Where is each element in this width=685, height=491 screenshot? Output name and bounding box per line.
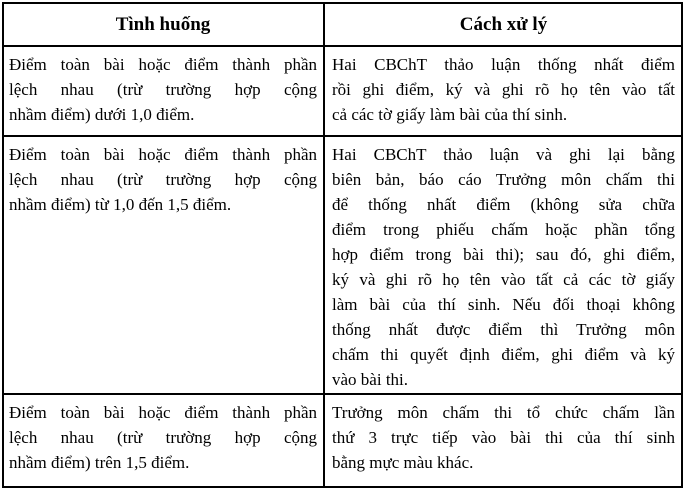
handling-cell [325,137,681,393]
text-line: lệch nhau (trừ trường hợp cộng [9,170,317,189]
text-line: vào bài thi. [332,370,409,389]
table-row [4,395,681,486]
column-header-situation: Tình huống [4,4,325,45]
text-line: biên bản, báo cáo Trưởng môn chấm thi [332,170,675,189]
table-row [4,137,681,395]
situation-cell [4,137,325,393]
text-line: để thống nhất điểm (không sửa chữa [332,195,675,214]
text-line: nhầm điểm) dưới 1,0 điểm. [9,105,195,124]
text-line: hợp điểm trong bài thi); sau đó, ghi điểm, [332,245,675,264]
text-line: bằng mực màu khác. [332,453,474,472]
text-line: Trưởng môn chấm thi tổ chức chấm lần [332,403,675,422]
text-line: điểm trong phiếu chấm hoặc phần tổng [332,220,675,239]
text-line: nhầm điểm) trên 1,5 điểm. [9,453,190,472]
text-line: rồi ghi điểm, ký và ghi rõ họ tên vào tất [332,80,675,99]
text-line: thứ 3 trực tiếp vào bài thi của thí sinh [332,428,675,447]
text-line: Điểm toàn bài hoặc điểm thành phần [9,403,317,422]
text-line: lệch nhau (trừ trường hợp cộng [9,80,317,99]
table-header-row [4,4,681,47]
text-line: nhầm điểm) từ 1,0 đến 1,5 điểm. [9,195,232,214]
situation-cell [4,395,325,486]
text-line: Điểm toàn bài hoặc điểm thành phần [9,55,317,74]
column-header-handling: Cách xử lý [459,13,548,35]
text-line: Hai CBChT thảo luận và ghi lại bằng [332,145,675,164]
text-line: ký và ghi rõ họ tên vào tất cả các tờ giấy [332,270,675,289]
handling-cell [325,395,681,486]
text-line: chấm thi quyết định điểm, ghi điểm và ký [332,345,675,364]
text-line: lệch nhau (trừ trường hợp cộng [9,428,317,447]
text-line: cả các tờ giấy làm bài của thí sinh. [332,105,568,124]
score-discrepancy-table [2,2,683,488]
text-line: Điểm toàn bài hoặc điểm thành phần [9,145,317,164]
handling-cell [325,47,681,135]
text-line: Hai CBChT thảo luận thống nhất điểm [332,55,675,74]
situation-cell [4,47,325,135]
text-line: thống nhất được điểm thì Trưởng môn [332,320,675,339]
table-row [4,47,681,137]
text-line: làm bài của thí sinh. Nếu đối thoại không [332,295,675,314]
